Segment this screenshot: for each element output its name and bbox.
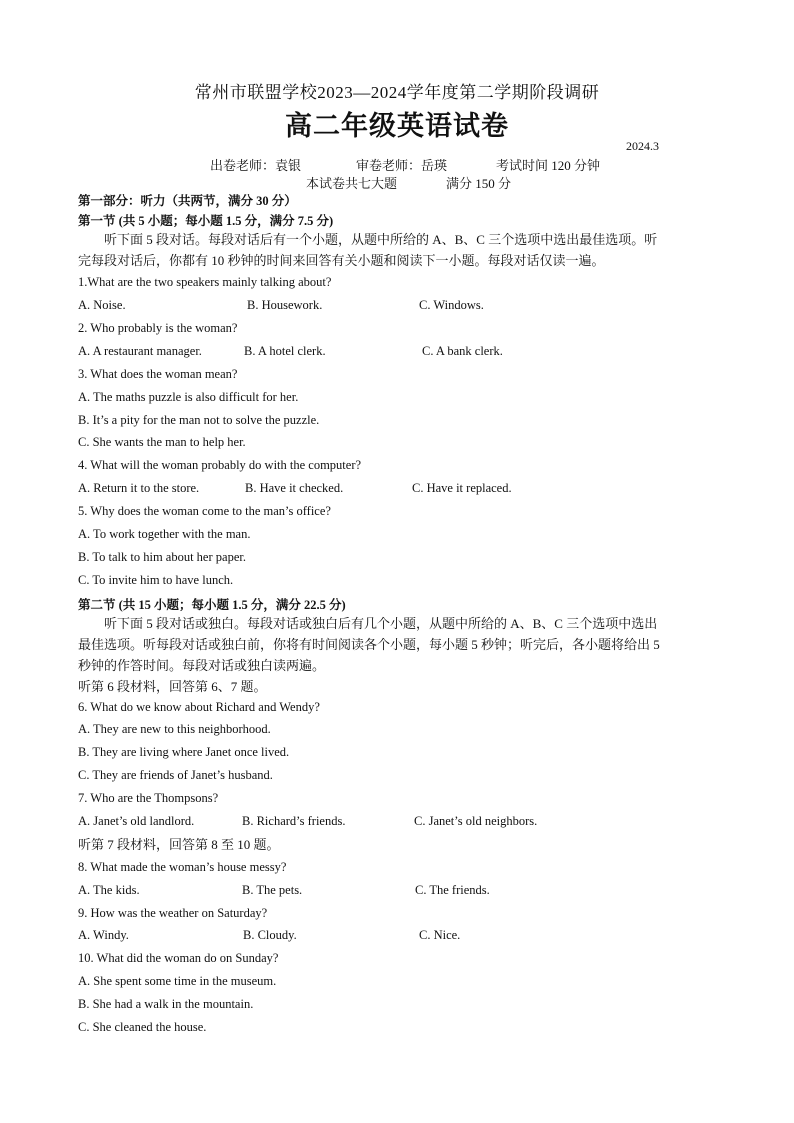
- section2-instructions-1: 听下面 5 段对话或独白。每段对话或独白后有几个小题，从题中所给的 A、B、C 三个选项中选出: [104, 616, 658, 631]
- question-9-stem: 9. How was the weather on Saturday?: [78, 906, 268, 920]
- question-4-stem: 4. What will the woman probably do with the computer?: [78, 458, 362, 472]
- question-6-option-b: B. They are living where Janet once lived.: [78, 745, 290, 759]
- question-8-stem: 8. What made the woman’s house messy?: [78, 860, 287, 874]
- question-9-option-c: C. Nice.: [419, 928, 461, 942]
- question-7-option-c: C. Janet’s old neighbors.: [414, 814, 538, 828]
- question-3-option-c: C. She wants the man to help her.: [78, 435, 246, 449]
- question-4-option-c: C. Have it replaced.: [412, 481, 512, 495]
- material-7-note: 听第 7 段材料，回答第 8 至 10 题。: [78, 837, 280, 852]
- question-2-option-a: A. A restaurant manager.: [78, 344, 202, 358]
- question-2-stem: 2. Who probably is the woman?: [78, 321, 238, 335]
- question-7-option-b: B. Richard’s friends.: [242, 814, 346, 828]
- question-8-option-a: A. The kids.: [78, 883, 140, 897]
- exam-date: 2024.3: [626, 139, 659, 153]
- question-6-option-a: A. They are new to this neighborhood.: [78, 722, 271, 736]
- question-4-option-b: B. Have it checked.: [245, 481, 344, 495]
- question-9-option-a: A. Windy.: [78, 928, 129, 942]
- question-10-option-b: B. She had a walk in the mountain.: [78, 997, 254, 1011]
- reviewer: 审卷老师：岳瑛: [356, 158, 448, 173]
- question-count: 本试卷共七大题: [306, 176, 398, 191]
- question-7-option-a: A. Janet’s old landlord.: [78, 814, 195, 828]
- school-line: 常州市联盟学校2023—2024学年度第二学期阶段调研: [194, 83, 600, 102]
- question-7-stem: 7. Who are the Thompsons?: [78, 791, 219, 805]
- section2-instructions-2: 最佳选项。听每段对话或独白前，你将有时间阅读各个小题，每小题 5 秒钟；听完后，各小题将给出 5: [78, 637, 660, 652]
- question-6-option-c: C. They are friends of Janet’s husband.: [78, 768, 273, 782]
- question-1-option-b: B. Housework.: [247, 298, 323, 312]
- question-1-option-c: C. Windows.: [419, 298, 484, 312]
- setter: 出卷老师：袁银: [210, 158, 302, 173]
- exam-meta-line: [210, 155, 600, 174]
- part1-heading: 第一部分：听力（共两节，满分 30 分）: [78, 194, 297, 208]
- duration: 考试时间 120 分钟: [496, 158, 601, 173]
- section2-instructions-3: 秒钟的作答时间。每段对话或独白读两遍。: [78, 658, 326, 673]
- question-1-option-a: A. Noise.: [78, 298, 126, 312]
- question-2-option-c: C. A bank clerk.: [422, 344, 503, 358]
- question-3-stem: 3. What does the woman mean?: [78, 367, 238, 381]
- question-8-option-b: B. The pets.: [242, 883, 303, 897]
- question-2-option-b: B. A hotel clerk.: [244, 344, 326, 358]
- question-8-option-c: C. The friends.: [415, 883, 490, 897]
- question-10-option-c: C. She cleaned the house.: [78, 1020, 207, 1034]
- question-5-option-a: A. To work together with the man.: [78, 527, 251, 541]
- question-5-stem: 5. Why does the woman come to the man’s office?: [78, 504, 331, 518]
- question-9-option-b: B. Cloudy.: [243, 928, 297, 942]
- exam-title: 高二年级英语试卷: [285, 111, 509, 141]
- question-4-option-a: A. Return it to the store.: [78, 481, 200, 495]
- exam-meta-line-2: [306, 173, 511, 192]
- question-10-stem: 10. What did the woman do on Sunday?: [78, 951, 279, 965]
- question-10-option-a: A. She spent some time in the museum.: [78, 974, 277, 988]
- question-5-option-b: B. To talk to him about her paper.: [78, 550, 246, 564]
- question-1-stem: 1.What are the two speakers mainly talking about?: [78, 275, 332, 289]
- question-3-option-b: B. It’s a pity for the man not to solve the puzzle.: [78, 413, 320, 427]
- section1-heading: 第一节 (共 5 小题；每小题 1.5 分，满分 7.5 分): [78, 214, 334, 228]
- section1-instructions-2: 完每段对话后，你都有 10 秒钟的时间来回答有关小题和阅读下一小题。每段对话仅读一遍。: [78, 253, 605, 268]
- question-6-stem: 6. What do we know about Richard and Wendy?: [78, 700, 320, 714]
- section2-heading: 第二节 (共 15 小题；每小题 1.5 分，满分 22.5 分): [78, 598, 346, 612]
- question-3-option-a: A. The maths puzzle is also difficult for her.: [78, 390, 299, 404]
- section1-instructions-1: 听下面 5 段对话。每段对话后有一个小题，从题中所给的 A、B、C 三个选项中选出最佳选项。听: [104, 232, 658, 247]
- material-6-note: 听第 6 段材料，回答第 6、7 题。: [78, 679, 267, 694]
- full-marks: 满分 150 分: [446, 176, 512, 191]
- question-5-option-c: C. To invite him to have lunch.: [78, 573, 234, 587]
